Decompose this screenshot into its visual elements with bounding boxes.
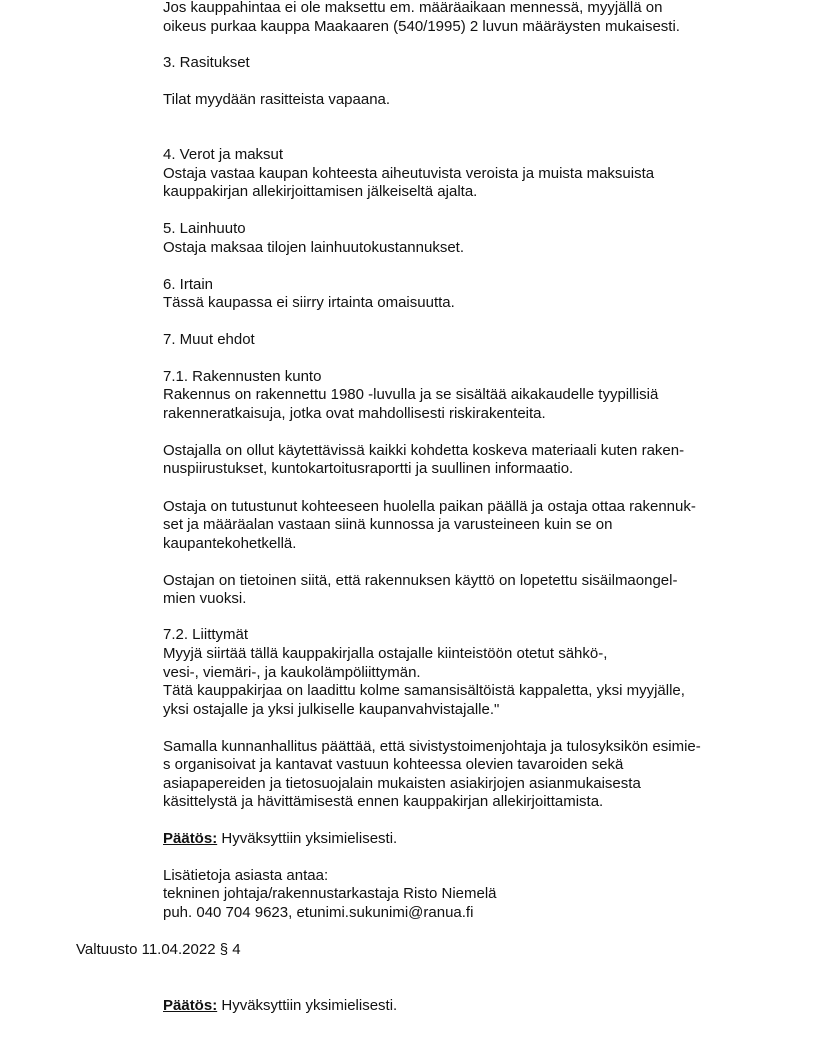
paragraph-line: Ostajalla on ollut käytettävissä kaikki kohdetta koskeva materiaali kuten raken- [163,442,685,459]
contact-line: puh. 040 704 9623, etunimi.sukunimi@ranua.fi [163,904,474,921]
subsection-heading: 7.1. Rakennusten kunto [163,368,322,385]
paragraph-line: vesi-, viemäri-, ja kaukolämpöliittymän. [163,664,421,681]
decision-label: Päätös: [163,830,218,847]
contact-line: tekninen johtaja/rakennustarkastaja Risto Niemelä [163,885,497,902]
decision [163,830,397,848]
paragraph-line: rakenneratkaisuja, jotka ovat mahdollisesti riskirakenteita. [163,405,546,422]
paragraph-line: Jos kauppahintaa ei ole maksettu em. määräaikaan mennessä, myyjällä on [163,0,663,16]
decision-text: Hyväksyttiin yksimielisesti. [217,830,398,847]
section-heading: 7. Muut ehdot [163,331,255,348]
council-heading: Valtuusto 11.04.2022 § 4 [76,941,241,958]
paragraph-line: mien vuoksi. [163,590,247,607]
paragraph-line: Tilat myydään rasitteista vapaana. [163,91,391,108]
contact-line: Lisätietoja asiasta antaa: [163,867,329,884]
section-heading: 5. Lainhuuto [163,220,246,237]
paragraph-line: set ja määräalan vastaan siinä kunnossa ja varusteineen kuin se on [163,516,613,533]
decision-text: Hyväksyttiin yksimielisesti. [217,997,398,1014]
paragraph-line: käsittelystä ja hävittämisestä ennen kauppakirjan allekirjoittamista. [163,793,604,810]
paragraph-line: s organisoivat ja kantavat vastuun kohteessa olevien tavaroiden sekä [163,756,624,773]
paragraph-line: yksi ostajalle ja yksi julkiselle kaupanvahvistajalle." [163,701,500,718]
paragraph-line: kaupantekohetkellä. [163,535,297,552]
subsection-heading: 7.2. Liittymät [163,626,249,643]
paragraph-line: Rakennus on rakennettu 1980 -luvulla ja se sisältää aikakaudelle tyypillisiä [163,386,659,403]
section-heading: 3. Rasitukset [163,54,250,71]
paragraph-line: oikeus purkaa kauppa Maakaaren (540/1995) 2 luvun määräysten mukaisesti. [163,18,680,35]
paragraph-line: Ostajan on tietoinen siitä, että rakennuksen käyttö on lopetettu sisäilmaongel- [163,572,678,589]
paragraph-line: nuspiirustukset, kuntokartoitusraportti ja suullinen informaatio. [163,460,574,477]
paragraph-line: Samalla kunnanhallitus päättää, että sivistystoimenjohtaja ja tulosyksikön esimie- [163,738,701,755]
paragraph-line: Myyjä siirtää tällä kauppakirjalla ostajalle kiinteistöön otetut sähkö-, [163,645,608,662]
paragraph-line: Ostaja on tutustunut kohteeseen huolella paikan päällä ja ostaja ottaa rakennuk- [163,498,696,515]
paragraph-line: Tätä kauppakirjaa on laadittu kolme samansisältöistä kappaletta, yksi myyjälle, [163,682,685,699]
section-heading: 4. Verot ja maksut [163,146,284,163]
paragraph-line: kauppakirjan allekirjoittamisen jälkeiseltä ajalta. [163,183,478,200]
decision [163,997,397,1015]
paragraph-line: asiapapereiden ja tietosuojalain mukaisten asiakirjojen asianmukaisesta [163,775,641,792]
paragraph-line: Ostaja vastaa kaupan kohteesta aiheutuvista veroista ja muista maksuista [163,165,655,182]
decision-label: Päätös: [163,997,218,1014]
paragraph-line: Ostaja maksaa tilojen lainhuutokustannukset. [163,239,465,256]
section-heading: 6. Irtain [163,276,214,293]
paragraph-line: Tässä kaupassa ei siirry irtainta omaisuutta. [163,294,455,311]
